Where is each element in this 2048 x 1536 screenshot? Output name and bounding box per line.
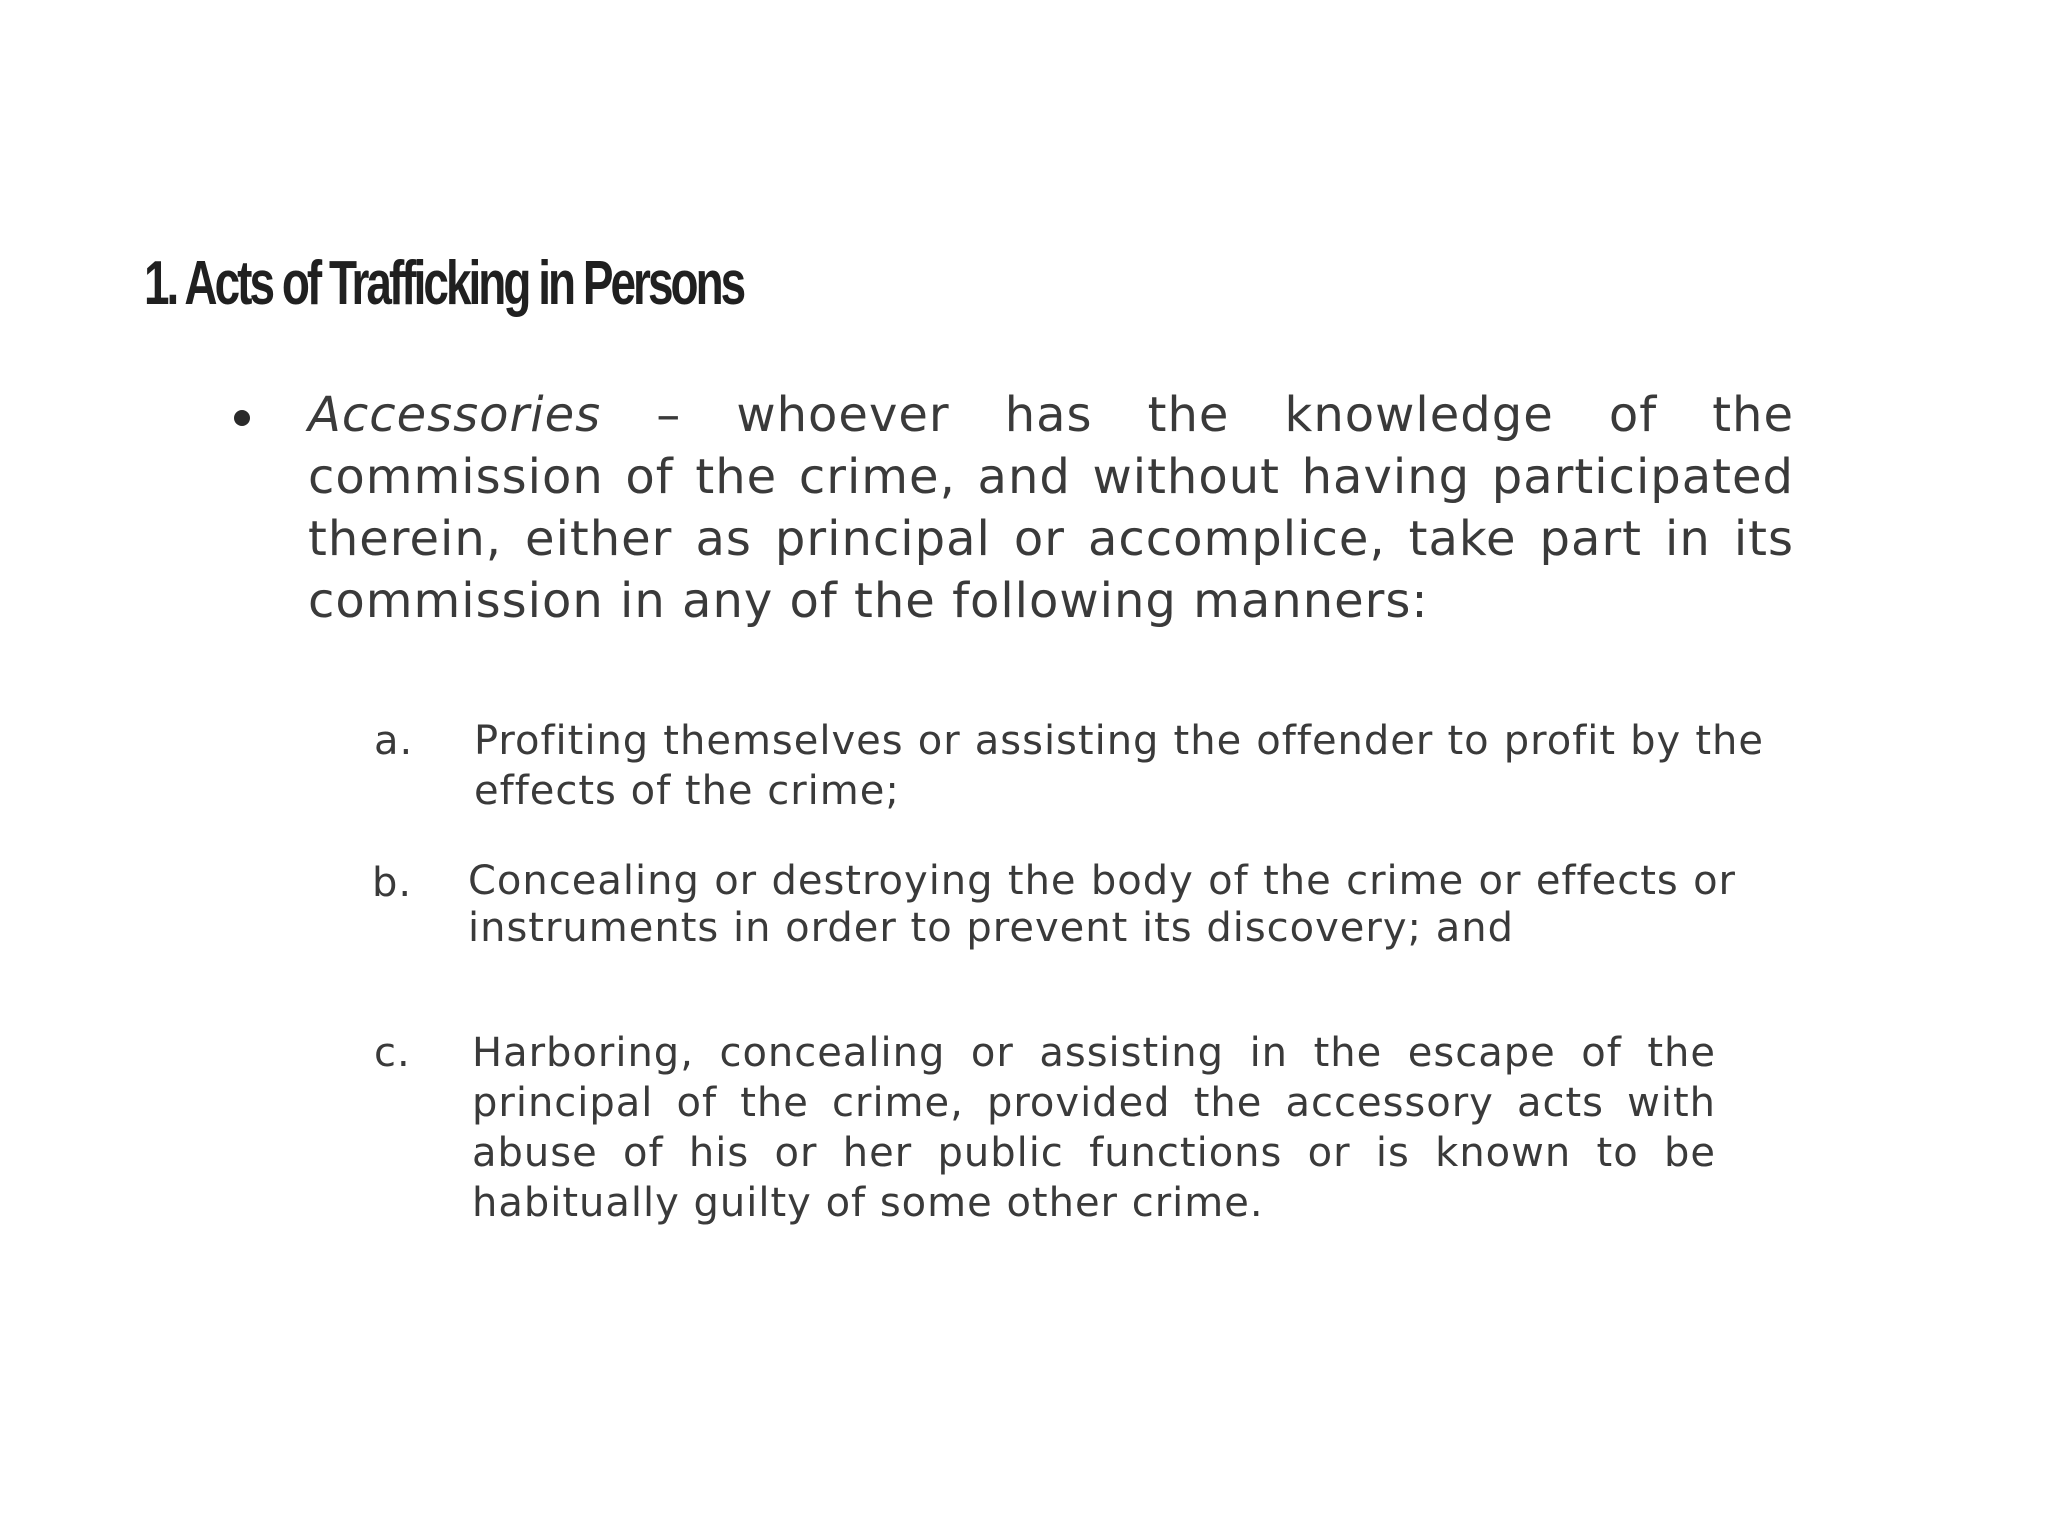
sub-item-text: Profiting themselves or assisting the offender to profit by the effects of the crime; (474, 718, 1764, 814)
bullet-dot-icon (234, 410, 250, 426)
sub-item-marker: b. (372, 860, 413, 906)
sub-item-marker: c. (374, 1030, 411, 1076)
slide-title: 1. Acts of Trafficking in Persons (144, 249, 744, 318)
bullet-term: Accessories (308, 387, 602, 443)
sub-item-marker: a. (374, 718, 414, 764)
bullet-definition: – whoever has the knowledge of the commission of the crime, and without having participated therein, either as principal or accomplice, take part in its commission in any of the following manners: (308, 387, 1794, 629)
sub-item-text: Concealing or destroying the body of the crime or effects or instruments in order to prevent its discovery; and (468, 858, 1736, 951)
bullet-text (308, 384, 1794, 632)
sub-item-text: Harboring, concealing or assisting in the escape of the principal of the crime, provided the accessory acts with abuse of his or her public functions or is known to be habitually guilty of some other crime. (472, 1030, 1716, 1226)
